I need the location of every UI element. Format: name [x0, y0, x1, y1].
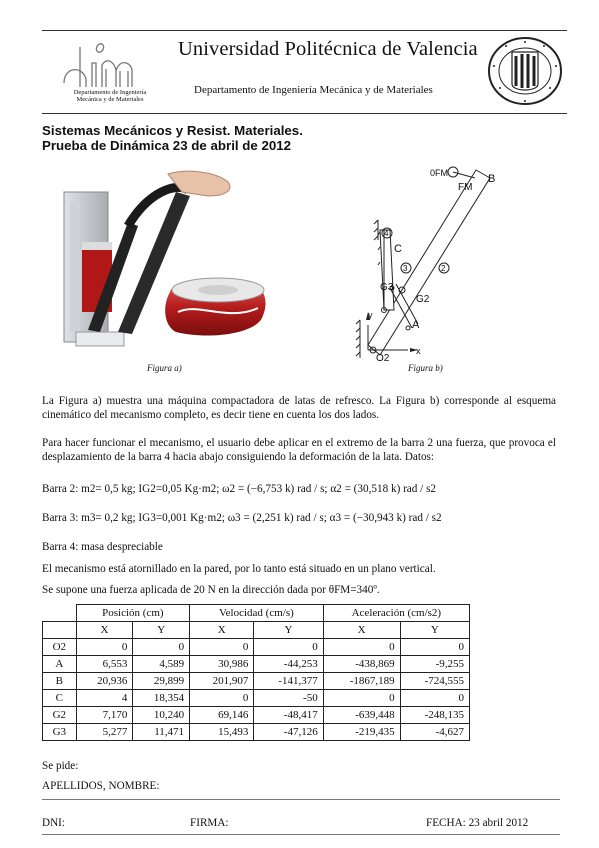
table-cell: 4 — [76, 690, 133, 707]
table-cell: 29,899 — [133, 673, 190, 690]
table-cell: 7,170 — [76, 707, 133, 724]
logo-text-line-2: Mecánica y de Materiales — [76, 96, 144, 103]
table-sub-header-row — [43, 622, 470, 639]
table-cell: -141,377 — [254, 673, 323, 690]
label-x: x — [416, 346, 421, 356]
row-label: A — [43, 656, 77, 673]
department-name: Departamento de Ingeniería Mecánica y de Materiales — [194, 84, 433, 96]
table-cell: 0 — [254, 639, 323, 656]
table-cell: 0 — [190, 639, 254, 656]
table-cell: -639,448 — [323, 707, 400, 724]
university-seal — [486, 36, 564, 106]
row-label: C — [43, 690, 77, 707]
label-a: A — [412, 319, 420, 331]
row-label: O2 — [43, 639, 77, 656]
university-name: Universidad Politécnica de Valencia — [178, 38, 478, 60]
sub-header: X — [190, 622, 254, 639]
divider — [42, 799, 560, 800]
table-group-header-row — [43, 605, 470, 622]
department-logo-text — [62, 89, 158, 103]
divider — [42, 834, 560, 835]
table-cell: -1867,189 — [323, 673, 400, 690]
figure-b-diagram — [350, 160, 560, 365]
label-f-m: FM — [458, 182, 473, 193]
barra-3-data: Barra 3: m3= 0,2 kg; IG3=0,001 Kg·m2; ω3 = (2,251 k) rad / s; α3 = (−30,943 k) rad / s2 — [42, 512, 442, 524]
table-cell: 4,589 — [133, 656, 190, 673]
apellidos-nombre-label: APELLIDOS, NOMBRE: — [42, 780, 160, 792]
table-cell: 30,986 — [190, 656, 254, 673]
table-cell: 15,493 — [190, 724, 254, 741]
table-cell: -4,627 — [400, 724, 469, 741]
label-b: B — [488, 173, 496, 185]
dni-label: DNI: — [42, 817, 65, 829]
barra-4-data: Barra 4: masa despreciable — [42, 541, 163, 553]
header-acceleration: Aceleración (cm/s2) — [323, 605, 469, 622]
paragraph-force: Se supone una fuerza aplicada de 20 N en la dirección dada por θFM=340º. — [42, 584, 380, 596]
table-cell: 6,553 — [76, 656, 133, 673]
table-cell: 5,277 — [76, 724, 133, 741]
figure-b-caption: Figura b) — [408, 363, 443, 373]
table-cell: 0 — [133, 639, 190, 656]
table-cell: 0 — [76, 639, 133, 656]
firma-label: FIRMA: — [190, 817, 229, 829]
table-cell: 0 — [400, 639, 469, 656]
label-o2: O2 — [376, 353, 390, 364]
figure-a-caption: Figura a) — [147, 363, 182, 373]
label-g3: G3 — [380, 282, 394, 293]
table-cell: 11,471 — [133, 724, 190, 741]
sub-header: Y — [133, 622, 190, 639]
figure-a-photo — [58, 162, 278, 362]
table-cell: -50 — [254, 690, 323, 707]
table-corner-2 — [43, 622, 77, 639]
table-row — [43, 673, 470, 690]
table-cell: 0 — [400, 690, 469, 707]
row-label: G2 — [43, 707, 77, 724]
table-row — [43, 639, 470, 656]
table-cell: -9,255 — [400, 656, 469, 673]
exam-title-line-2: Prueba de Dinámica 23 de abril de 2012 — [42, 138, 292, 153]
table-row — [43, 707, 470, 724]
table-cell: -44,253 — [254, 656, 323, 673]
table-cell: 18,354 — [133, 690, 190, 707]
table-cell: -48,417 — [254, 707, 323, 724]
table-cell: 201,907 — [190, 673, 254, 690]
label-o-fm: 0FM — [430, 168, 448, 178]
paragraph-wall: El mecanismo está atornillado en la pared, por lo tanto está situado en un plano vertical. — [42, 563, 436, 575]
label-2: 2 — [441, 264, 446, 273]
label-g2: G2 — [416, 294, 430, 305]
row-label: G3 — [43, 724, 77, 741]
label-c: C — [394, 243, 402, 255]
table-cell: 0 — [190, 690, 254, 707]
barra-2-data: Barra 2: m2= 0,5 kg; IG2=0,05 Kg·m2; ω2 = (−6,753 k) rad / s; α2 = (30,518 k) rad / s2 — [42, 483, 437, 495]
sub-header: X — [76, 622, 133, 639]
table-cell: 69,146 — [190, 707, 254, 724]
label-3: 3 — [403, 264, 408, 273]
label-y: y — [368, 310, 373, 320]
table-cell: -47,126 — [254, 724, 323, 741]
table-cell: -438,869 — [323, 656, 400, 673]
header-position: Posición (cm) — [76, 605, 189, 622]
table-row — [43, 690, 470, 707]
paragraph-intro: La Figura a) muestra una máquina compactadora de latas de refresco. La Figura b) corresponde al esquema cinemático del mecanismo completo, es decir tiene en cuenta los dos lados. — [42, 395, 556, 421]
kinematics-table — [42, 604, 470, 741]
label-4: 4 — [384, 229, 389, 238]
row-label: B — [43, 673, 77, 690]
table-cell: -219,435 — [323, 724, 400, 741]
sub-header: Y — [400, 622, 469, 639]
fecha-label: FECHA: 23 abril 2012 — [426, 817, 529, 829]
se-pide-label: Se pide: — [42, 760, 79, 772]
table-cell: 10,240 — [133, 707, 190, 724]
table-cell: -248,135 — [400, 707, 469, 724]
table-row — [43, 656, 470, 673]
paragraph-operation: Para hacer funcionar el mecanismo, el usuario debe aplicar en el extremo de la barra 2 una fuerza, que provoca el desplazamiento de la barra 4 hacia abajo consiguiendo la deformación de la lata. Datos: — [42, 437, 556, 463]
table-corner — [43, 605, 77, 622]
table-cell: 0 — [323, 690, 400, 707]
table-row — [43, 724, 470, 741]
header-velocity: Velocidad (cm/s) — [190, 605, 324, 622]
logo-text-line-1: Departamento de Ingeniería — [73, 89, 147, 96]
exam-title-line-1: Sistemas Mecánicos y Resist. Materiales. — [42, 123, 303, 138]
table-cell: 20,936 — [76, 673, 133, 690]
table-cell: 0 — [323, 639, 400, 656]
sub-header: Y — [254, 622, 323, 639]
table-cell: -724,555 — [400, 673, 469, 690]
sub-header: X — [323, 622, 400, 639]
